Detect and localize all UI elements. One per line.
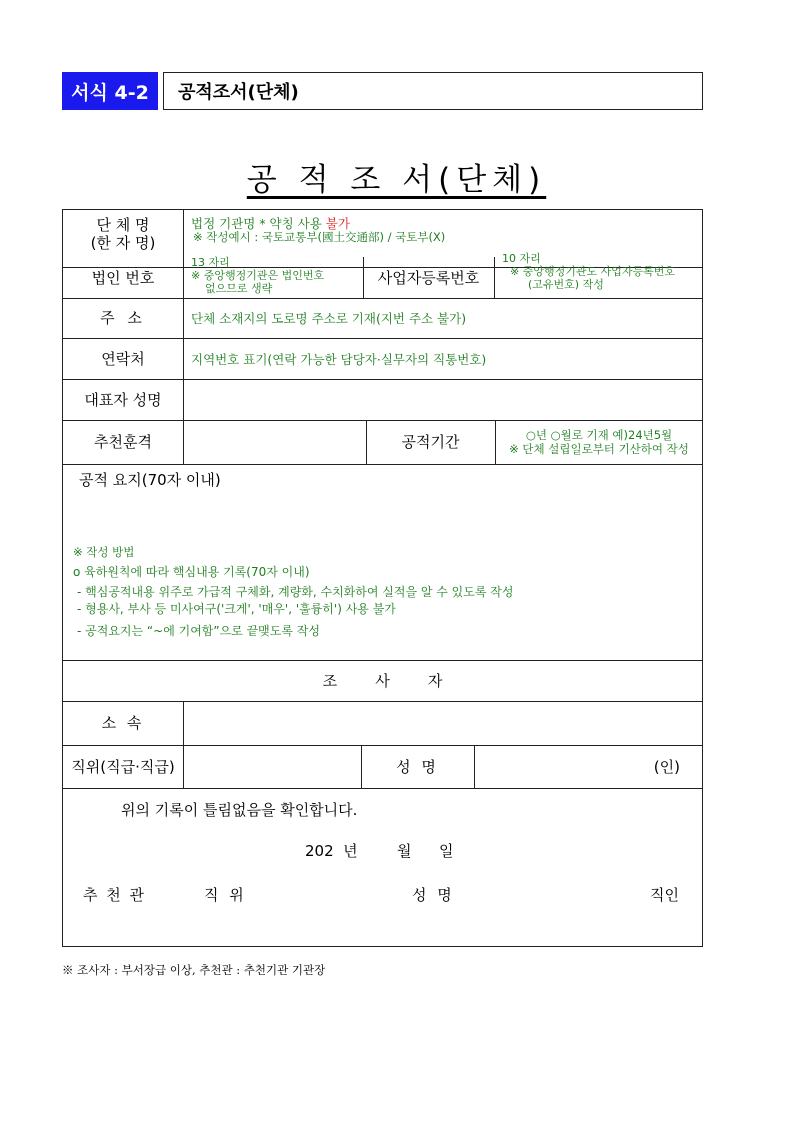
corp-number-hint-2: ※ 중앙행정기관은 법인번호 <box>191 269 325 282</box>
org-name-label-line1: 단 체 명 <box>96 215 150 234</box>
page-title <box>0 154 793 199</box>
official-seal-label: 직인 <box>650 886 679 904</box>
writing-method-item-3: - 형용사, 부사 등 미사여구('크게', '매우', '훌륭히') 사용 불가 <box>77 602 396 616</box>
org-name-hint: 법정 기관명 * 약칭 사용 <box>191 216 326 231</box>
business-number-hint-2: ※ 중앙행정기관도 사업자등록번호 <box>510 265 675 278</box>
contact-field[interactable] <box>191 338 696 379</box>
business-number-label: 사업자등록번호 <box>377 268 480 287</box>
investigator-name-field[interactable] <box>475 745 702 788</box>
affiliation-field[interactable] <box>184 701 702 745</box>
recommender-name-label: 성 명 <box>412 886 455 904</box>
merit-period-label: 공적기간 <box>401 433 460 451</box>
affiliation-label: 소 속 <box>101 714 145 732</box>
address-field[interactable] <box>191 298 696 338</box>
position-label: 직위(직급·직급) <box>71 757 175 776</box>
contact-hint: 지역번호 표기(연락 가능한 담당자·실무자의 직통번호) <box>191 351 487 367</box>
position-field[interactable] <box>184 745 361 788</box>
merit-summary-label: 공적 요지(70자 이내) <box>79 471 221 489</box>
date-year: 202 년 <box>305 842 358 860</box>
merit-summary-area[interactable] <box>63 465 702 660</box>
investigator-name-label: 성 명 <box>396 757 439 776</box>
org-name-label-line2: (한 자 명) <box>90 233 156 252</box>
investigator-section-title: 조 사 자 <box>322 671 443 690</box>
business-number-hint-3: (고유번호) 작성 <box>528 278 604 291</box>
recommender-position-label: 직 위 <box>204 886 247 904</box>
form-header-title: 공적조서(단체) <box>163 72 703 110</box>
page-title-text: 공 적 조 서(단체) <box>246 162 547 198</box>
corp-number-field[interactable] <box>191 256 361 295</box>
recommended-award-label: 추천훈격 <box>94 433 152 451</box>
investigator-seal: (인) <box>653 757 680 776</box>
address-hint: 단체 소재지의 도로명 주소로 기재(지번 주소 불가) <box>191 311 467 326</box>
writing-method-item-1: o 육하원칙에 따라 핵심내용 기록(70자 이내) <box>73 565 310 579</box>
corp-number-hint-1: 13 자리 <box>191 256 230 269</box>
representative-label: 대표자 성명 <box>84 390 162 409</box>
footnote: ※ 조사자 : 부서장급 이상, 추천관 : 추천기관 기관장 <box>62 963 326 977</box>
confirmation-statement: 위의 기록이 틀림없음을 확인합니다. <box>121 801 358 819</box>
business-number-field[interactable] <box>502 252 702 291</box>
writing-method-item-4: - 공적요지는 “~에 기여함”으로 끝맺도록 작성 <box>77 624 320 638</box>
representative-field[interactable] <box>184 379 702 420</box>
merit-report-form <box>62 209 703 947</box>
date-day: 일 <box>439 842 454 860</box>
recommender-label: 추 천 관 <box>83 886 147 904</box>
corp-number-hint-3: 없으므로 생략 <box>205 282 273 295</box>
writing-method-title: ※ 작성 방법 <box>73 545 135 559</box>
contact-label: 연락처 <box>101 349 145 368</box>
org-name-label <box>63 210 183 257</box>
merit-period-field[interactable] <box>496 420 702 464</box>
form-number-badge: 서식 4-2 <box>62 72 158 110</box>
writing-method-item-2: - 핵심공적내용 위주로 가급적 구체화, 계량화, 수치화하여 실적을 알 수 있도록 작성 <box>77 585 514 599</box>
address-label: 주 소 <box>100 309 146 327</box>
recommended-award-field[interactable] <box>184 420 366 464</box>
org-name-field[interactable] <box>191 216 696 244</box>
merit-period-hint-2: ※ 단체 설립일로부터 기산하여 작성 <box>509 442 689 456</box>
merit-period-hint-1: ○년 ○월로 기재 예)24년5월 <box>525 428 673 442</box>
org-name-example: ※ 작성예시 : 국토교통부(國土交通部) / 국토부(X) <box>193 230 446 244</box>
date-month: 월 <box>397 842 412 860</box>
corp-number-label: 법인 번호 <box>91 268 155 287</box>
org-name-hint-emphasis: 불가 <box>325 216 350 231</box>
business-number-hint-1: 10 자리 <box>502 252 541 265</box>
